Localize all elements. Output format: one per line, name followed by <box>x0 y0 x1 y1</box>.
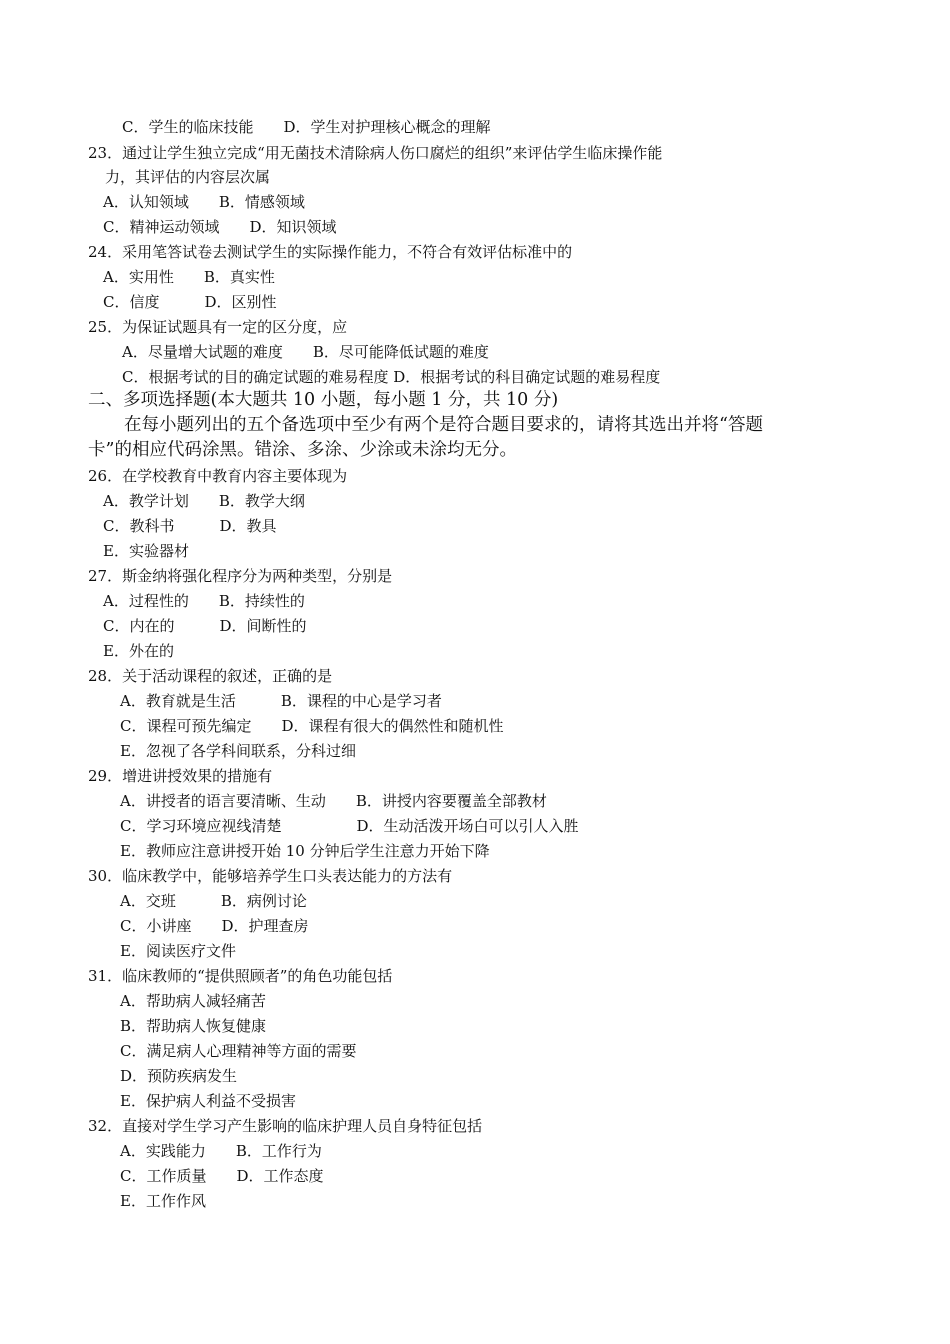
option-line-32-ab: A．实践能力 B．工作行为 <box>120 1142 322 1160</box>
option-line-27-e: E．外在的 <box>103 642 174 660</box>
option-line-30-cd: C．小讲座 D．护理查房 <box>120 917 309 935</box>
option-31-b: B．帮助病人恢复健康 <box>120 1017 267 1035</box>
question-27-stem: 27．斯金纳将强化程序分为两种类型，分别是 <box>88 567 393 585</box>
option-line-30-ab: A．交班 B．病例讨论 <box>120 892 307 910</box>
question-23-stem: 23．通过让学生独立完成“用无菌技术清除病人伤口腐烂的组织”来评估学生临床操作能 <box>88 144 663 162</box>
question-23-stem-cont: 力，其评估的内容层次属 <box>105 168 271 186</box>
option-31-e: E．保护病人利益不受损害 <box>120 1092 296 1110</box>
option-line-25-ab: A．尽量增大试题的难度 B．尽可能降低试题的难度 <box>122 343 489 361</box>
option-line-23-ab: A．认知领域 B．情感领域 <box>103 193 305 211</box>
option-line-28-ab: A．教育就是生活 B．课程的中心是学习者 <box>120 692 442 710</box>
option-line-26-e: E．实验器材 <box>103 542 189 560</box>
option-line-25-cd: C．根据考试的目的确定试题的难易程度 D．根据考试的科目确定试题的难易程度 <box>122 368 661 386</box>
option-line-32-e: E．工作作风 <box>120 1192 206 1210</box>
question-29-stem: 29．增进讲授效果的措施有 <box>88 767 273 785</box>
option-line-29-cd: C．学习环境应视线清楚 D．生动活泼开场白可以引人入胜 <box>120 817 579 835</box>
option-line-28-e: E．忽视了各学科间联系，分科过细 <box>120 742 356 760</box>
option-31-d: D．预防疾病发生 <box>120 1067 238 1085</box>
option-line-28-cd: C．课程可预先编定 D．课程有很大的偶然性和随机性 <box>120 717 504 735</box>
option-line-24-cd: C．信度 D．区别性 <box>103 293 277 311</box>
option-31-c: C．满足病人心理精神等方面的需要 <box>120 1042 357 1060</box>
option-line-27-ab: A．过程性的 B．持续性的 <box>103 592 305 610</box>
option-line-22-cd: C．学生的临床技能 D．学生对护理核心概念的理解 <box>122 118 491 136</box>
question-32-stem: 32．直接对学生学习产生影响的临床护理人员自身特征包括 <box>88 1117 483 1135</box>
option-line-29-ab: A．讲授者的语言要清晰、生动 B．讲授内容要覆盖全部教材 <box>120 792 547 810</box>
option-line-26-cd: C．教科书 D．教具 <box>103 517 277 535</box>
option-line-32-cd: C．工作质量 D．工作态度 <box>120 1167 324 1185</box>
option-31-a: A．帮助病人减轻痛苦 <box>120 992 266 1010</box>
option-line-26-ab: A．教学计划 B．教学大纲 <box>103 492 305 510</box>
question-25-stem: 25．为保证试题具有一定的区分度，应 <box>88 318 348 336</box>
question-28-stem: 28．关于活动课程的叙述，正确的是 <box>88 667 333 685</box>
section-2-instructions-cont: 卡”的相应代码涂黑。错涂、多涂、少涂或未涂均无分。 <box>88 440 517 460</box>
option-line-29-e: E．教师应注意讲授开始 10 分钟后学生注意力开始下降 <box>120 842 490 860</box>
question-30-stem: 30．临床教学中，能够培养学生口头表达能力的方法有 <box>88 867 453 885</box>
option-line-27-cd: C．内在的 D．间断性的 <box>103 617 307 635</box>
question-26-stem: 26．在学校教育中教育内容主要体现为 <box>88 467 348 485</box>
question-24-stem: 24．采用笔答试卷去测试学生的实际操作能力，不符合有效评估标准中的 <box>88 243 573 261</box>
section-2-heading: 二、多项选择题(本大题共 10 小题，每小题 1 分，共 10 分) <box>88 390 559 410</box>
section-2-instructions: 在每小题列出的五个备选项中至少有两个是符合题目要求的，请将其选出并将“答题 <box>124 415 763 435</box>
option-line-24-ab: A．实用性 B．真实性 <box>103 268 275 286</box>
question-31-stem: 31．临床教师的“提供照顾者”的角色功能包括 <box>88 967 393 985</box>
option-line-30-e: E．阅读医疗文件 <box>120 942 236 960</box>
option-line-23-cd: C．精神运动领域 D．知识领域 <box>103 218 337 236</box>
